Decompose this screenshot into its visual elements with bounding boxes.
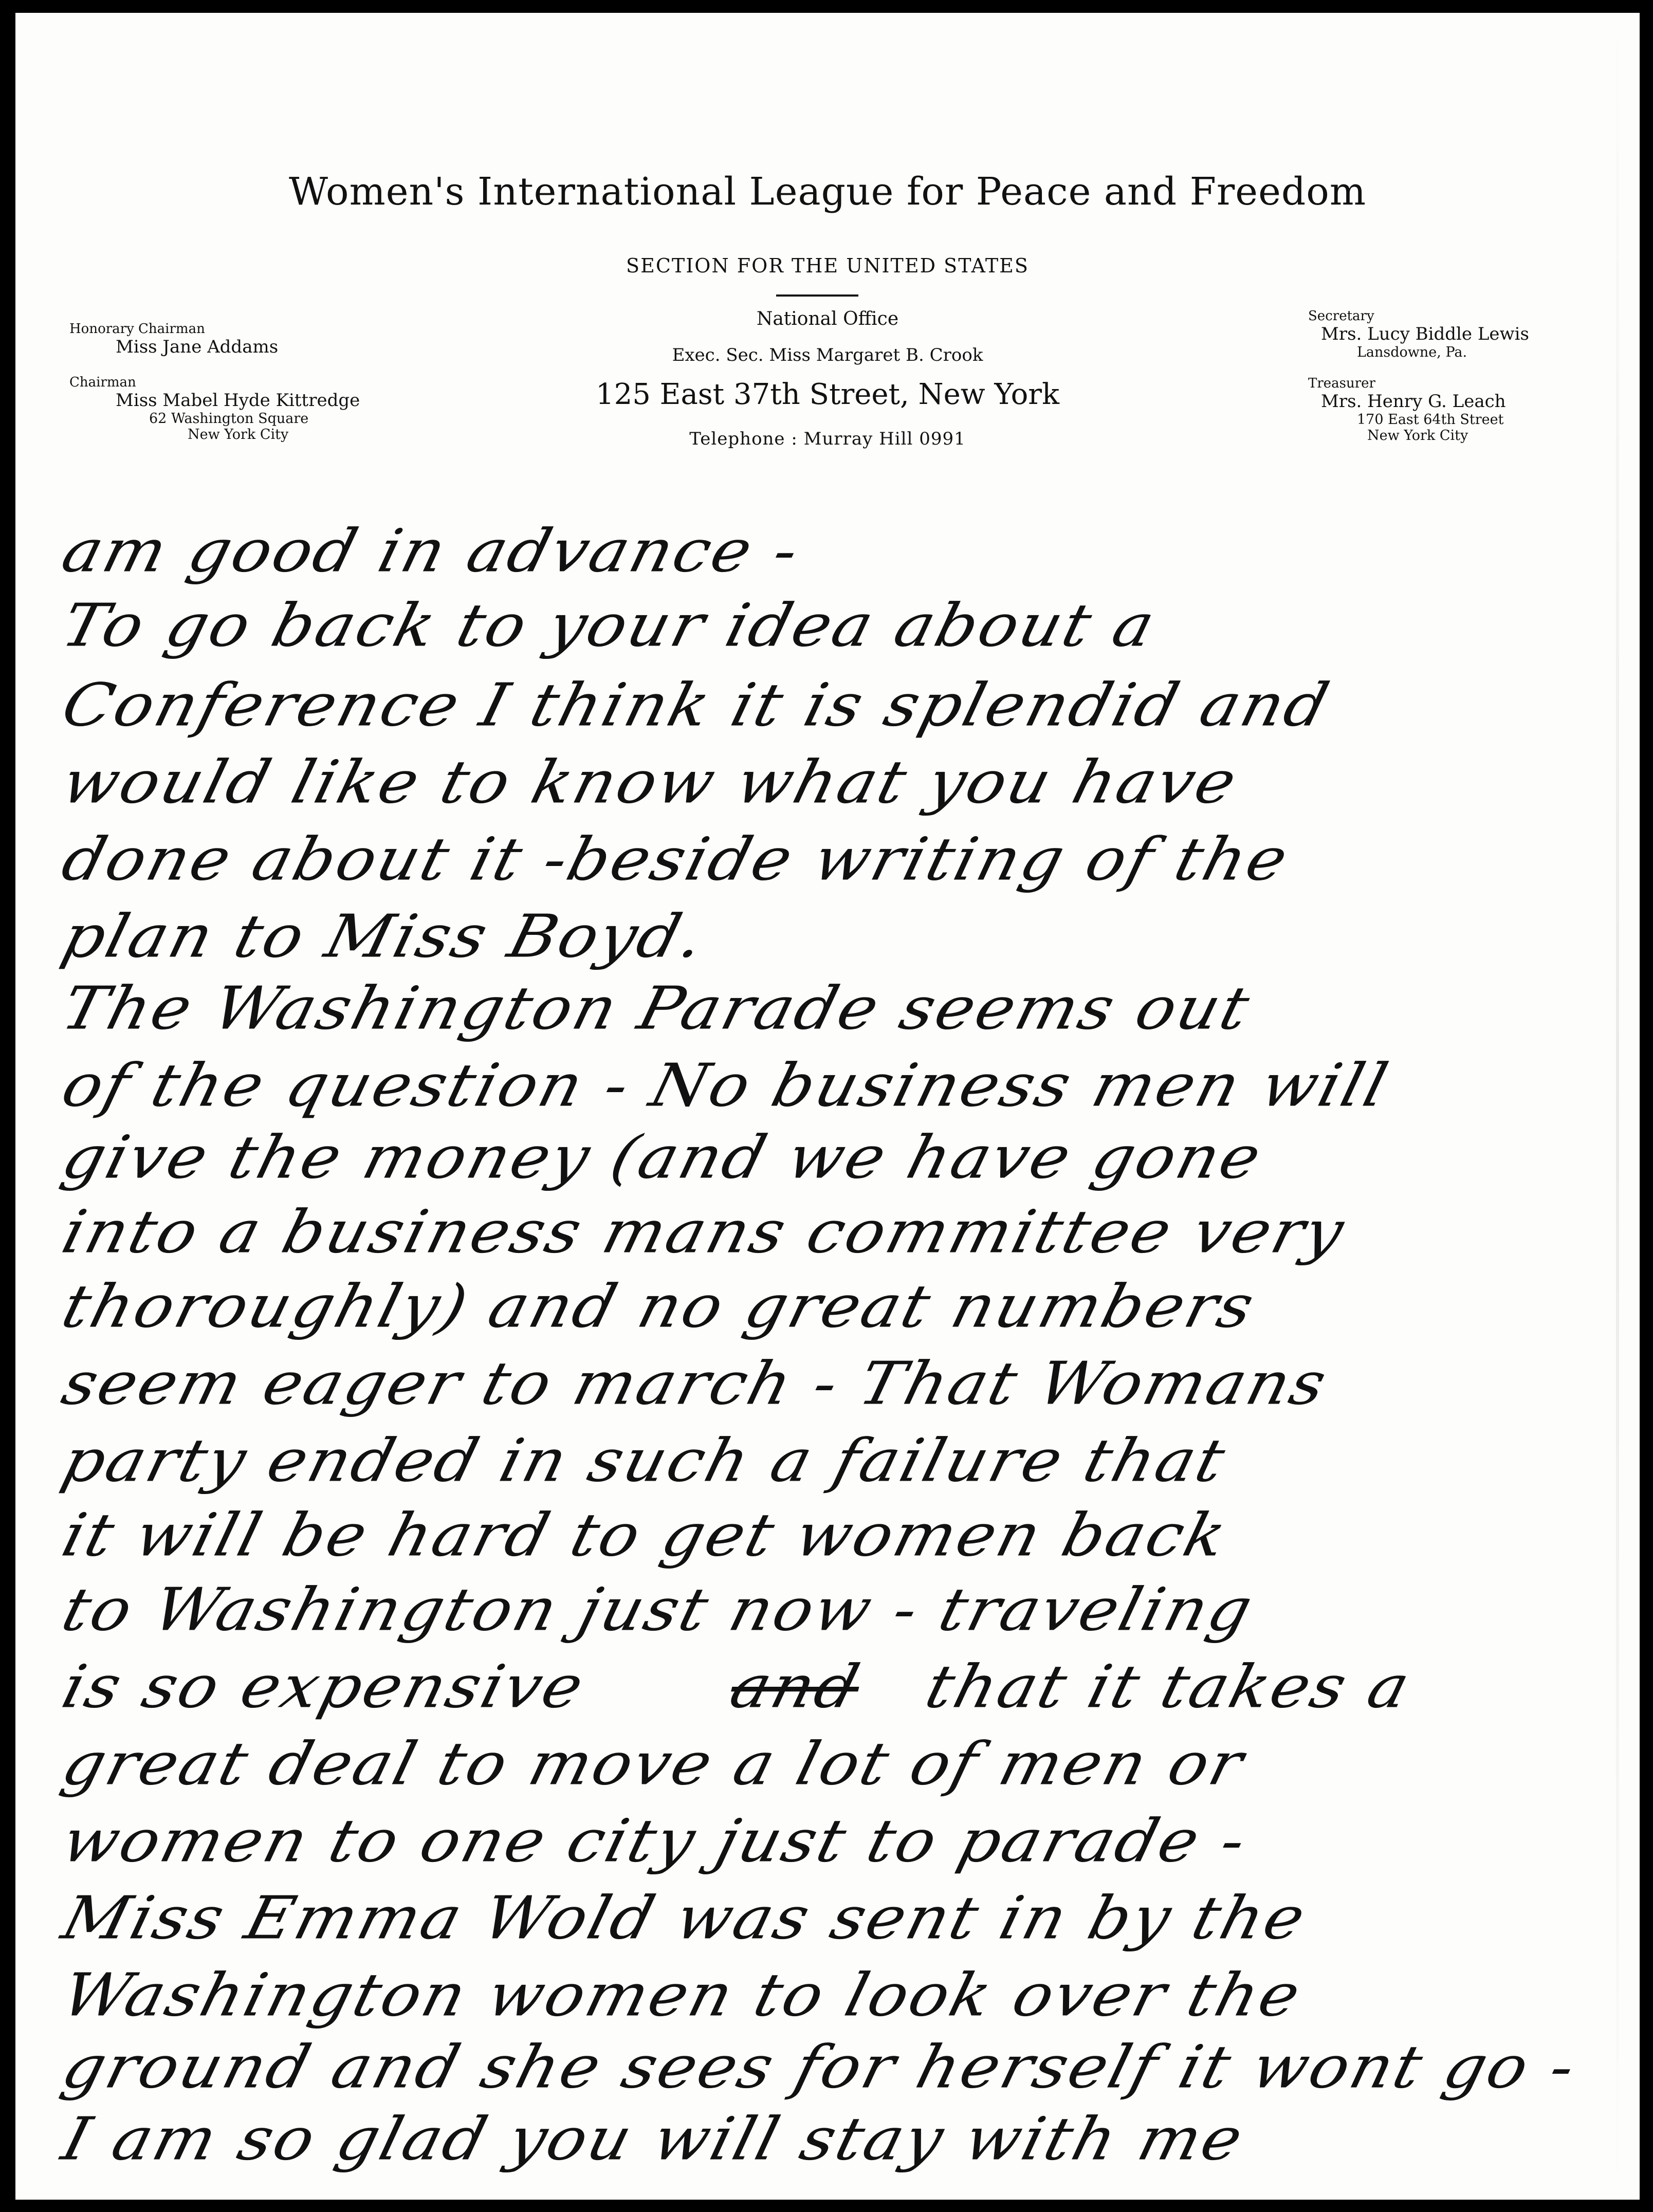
organization-title: Women's International League for Peace and Freedom (289, 170, 1366, 214)
chairman-name: Miss Mabel Hyde Kittredge (116, 390, 360, 411)
letter-line: Conference I think it is splendid and (55, 671, 1337, 740)
letter-line: Miss Emma Wold was sent in by the (55, 1884, 1314, 1953)
letter-line: thoroughly) and no great numbers (55, 1272, 1263, 1341)
letter-line: The Washington Parade seems out (55, 974, 1258, 1043)
treasurer-address-line1: 170 East 64th Street (1357, 412, 1504, 428)
national-office-label: National Office (756, 308, 899, 329)
letter-line: is so expensive (55, 1652, 592, 1722)
letterhead-right-column (1308, 308, 1596, 444)
letter-line: I am so glad you will stay with me (55, 2105, 1252, 2174)
letter-page (15, 13, 1640, 2200)
honorary-chairman-name: Miss Jane Addams (116, 337, 279, 357)
letter-line: party ended in such a failure that (55, 1426, 1234, 1496)
secretary-label: Secretary (1308, 308, 1374, 324)
chairman-address-line2: New York City (188, 427, 289, 443)
letter-line: To go back to your idea about a (55, 591, 1163, 660)
section-title: SECTION FOR THE UNITED STATES (626, 254, 1029, 277)
letter-line: am good in advance - (55, 517, 807, 586)
letter-line: done about it -beside writing of the (55, 825, 1296, 894)
scan-crease (1616, 13, 1619, 2200)
letter-line: of the question - No business men will (55, 1051, 1397, 1120)
secretary-address: Lansdowne, Pa. (1357, 344, 1467, 360)
handwritten-letter-body (36, 506, 1619, 2197)
treasurer-address-line2: New York City (1367, 428, 1468, 444)
letter-line: would like to know what you have (55, 748, 1245, 817)
office-address: 125 East 37th Street, New York (595, 378, 1060, 411)
honorary-chairman-label: Honorary Chairman (69, 321, 205, 337)
office-telephone: Telephone : Murray Hill 0991 (689, 429, 966, 449)
letter-line: great deal to move a lot of men or (55, 1729, 1252, 1799)
letter-line: that it takes a (919, 1652, 1419, 1722)
letterhead-left-column (69, 321, 481, 443)
treasurer-name: Mrs. Henry G. Leach (1321, 391, 1506, 412)
title-divider (776, 294, 858, 297)
letter-line: into a business mans committee very (55, 1197, 1352, 1267)
chairman-label: Chairman (69, 375, 136, 390)
letterhead-center-column (478, 308, 1177, 449)
letter-line: plan to Miss Boyd. (55, 902, 713, 971)
struck-out-word: and (723, 1652, 868, 1722)
chairman-address-line1: 62 Washington Square (149, 411, 309, 427)
letter-line: Washington women to look over the (55, 1961, 1309, 2030)
executive-secretary: Exec. Sec. Miss Margaret B. Crook (672, 345, 983, 365)
letter-line: to Washington just now - traveling (55, 1575, 1261, 1645)
letter-line: it will be hard to get women back (55, 1501, 1235, 1570)
letter-line: women to one city just to parade - (55, 1807, 1255, 1876)
letter-line: ground and she sees for herself it wont go - (55, 2033, 1584, 2102)
secretary-name: Mrs. Lucy Biddle Lewis (1321, 324, 1529, 344)
letter-line: seem eager to march - That Womans (55, 1349, 1335, 1418)
treasurer-label: Treasurer (1308, 376, 1375, 391)
letter-line: give the money (and we have gone (55, 1123, 1270, 1192)
